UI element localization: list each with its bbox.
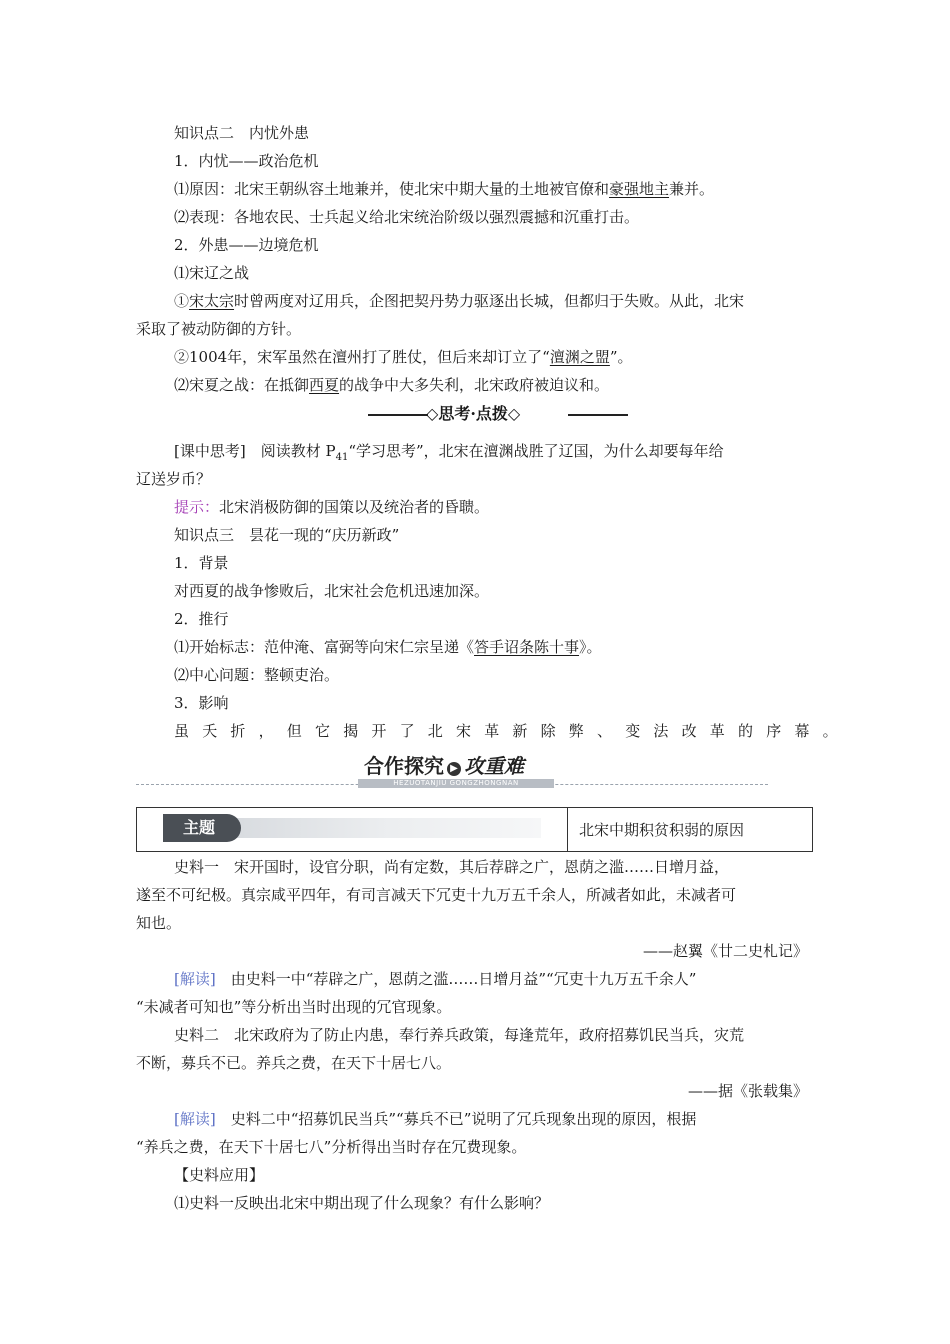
kp2-performance: ⑵表现：各地农民、士兵起义给北宋统治阶级以强烈震撼和沉重打击。 xyxy=(174,208,640,226)
kp3-impact: 虽夭折，但它揭开了北宋革新除弊、变法改革的序幕。 xyxy=(174,722,851,740)
banner-left-text: 合作探究 xyxy=(364,754,444,778)
kp2-section-2: 2．外患——边境危机 xyxy=(174,236,319,254)
think-hint: 提示：北宋消极防御的国策以及统治者的昏聩。 xyxy=(174,498,490,516)
topic-text: 北宋中期积贫积弱的原因 xyxy=(579,821,745,839)
apply-question-1: ⑴史料一反映出北宋中期出现了什么现象？有什么影响？ xyxy=(174,1194,550,1212)
kp3-section-3: 3．影响 xyxy=(174,694,229,712)
src2-citation: ——据《张载集》 xyxy=(687,1082,808,1100)
banner-right-text: 攻重难 xyxy=(464,754,524,778)
kp3-start: ⑴开始标志：范仲淹、富弼等向宋仁宗呈递《答手诏条陈十事》。 xyxy=(174,638,602,656)
src1-line-1: 史料一 宋开国时，设官分职，尚有定数，其后荐辟之广，恩荫之滥……日增月益， xyxy=(174,858,730,876)
topic-label: 主题 xyxy=(183,818,216,837)
src2-line-1: 史料二 北宋政府为了防止内患，奉行养兵政策，每逢荒年，政府招募饥民当兵，灾荒 xyxy=(174,1026,745,1044)
apply-title: 【史料应用】 xyxy=(174,1166,265,1184)
think-question-cont: 辽送岁币？ xyxy=(136,470,212,488)
kp2-song-xia: ⑵宋夏之战：在抵御西夏的战争中大多失利，北宋政府被迫议和。 xyxy=(174,376,610,394)
kp2-song-liao-1: ①宋太宗时曾两度对辽用兵，企图把契丹势力驱逐出长城，但都归于失败。从此，北宋 xyxy=(174,292,745,310)
src1-reading-cont: “未减者可知也”等分析出当时出现的冗官现象。 xyxy=(136,998,452,1016)
kp2-song-liao-2: ②1004年，宋军虽然在澶州打了胜仗，但后来却订立了“澶渊之盟”。 xyxy=(174,348,633,366)
banner-pinyin: HEZUOTANJIU GONGZHONGNAN xyxy=(358,779,554,788)
kp3-background: 对西夏的战争惨败后，北宋社会危机迅速加深。 xyxy=(174,582,490,600)
kp2-title: 知识点二 内忧外患 xyxy=(174,124,310,142)
src2-reading-cont: “养兵之费，在天下十居七八”分析得出当时存在冗费现象。 xyxy=(136,1138,527,1156)
topic-label-cell xyxy=(137,808,568,851)
kp2-cause: ⑴原因：北宋王朝纵容土地兼并，使北宋中期大量的土地被官僚和豪强地主兼并。 xyxy=(174,180,715,198)
kp3-title: 知识点三 昙花一现的“庆历新政” xyxy=(174,526,400,544)
diamond-icon: ◇ xyxy=(507,404,521,423)
think-header-rule-left xyxy=(368,414,428,416)
arrow-circle-icon: ▶ xyxy=(447,762,461,776)
think-header: ◇思考·点拨◇ xyxy=(426,404,521,423)
section-banner xyxy=(358,752,554,788)
src2-reading: [解读] 史料二中“招募饥民当兵”“募兵不已”说明了冗兵现象出现的原因，根据 xyxy=(174,1110,697,1128)
kp3-center: ⑵中心问题：整顿吏治。 xyxy=(174,666,340,684)
kp3-section-2: 2．推行 xyxy=(174,610,229,628)
src1-line-2: 遂至不可纪极。真宗咸平四年，有司言减天下冗吏十九万五千余人，所减者如此，未减者可 xyxy=(136,886,737,904)
think-question: [课中思考] 阅读教材 $P_{41}“$学习思考”，北宋在澶渊战胜了辽国，为什么却要每年给 xyxy=(174,442,724,463)
topic-table xyxy=(136,807,813,852)
kp2-song-liao: ⑴宋辽之战 xyxy=(174,264,250,282)
think-header-rule-right xyxy=(568,414,628,416)
src1-reading: [解读] 由史料一中“荐辟之广，恩荫之滥……日增月益”“冗吏十九万五千余人” xyxy=(174,970,697,988)
src1-citation: ——赵翼《廿二史札记》 xyxy=(642,942,808,960)
kp2-song-liao-1-cont: 采取了被动防御的方针。 xyxy=(136,320,302,338)
kp3-section-1: 1．背景 xyxy=(174,554,229,572)
kp2-section-1: 1．内忧——政治危机 xyxy=(174,152,319,170)
diamond-icon: ◇ xyxy=(426,404,439,423)
src2-line-2: 不断，募兵不已。养兵之费，在天下十居七八。 xyxy=(136,1054,452,1072)
src1-line-3: 知也。 xyxy=(136,914,182,932)
